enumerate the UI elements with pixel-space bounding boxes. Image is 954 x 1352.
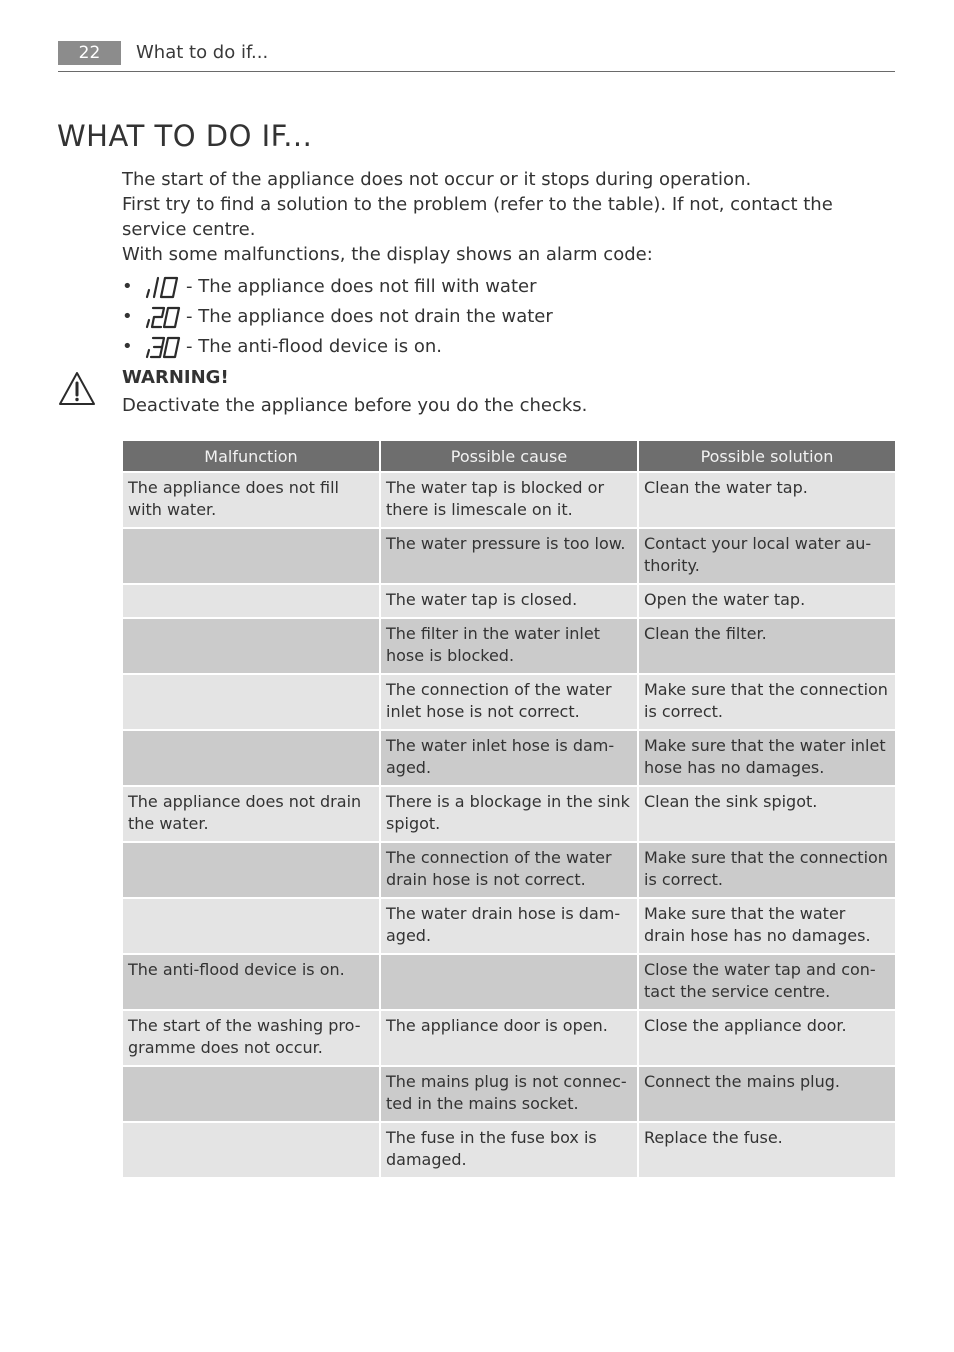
warning-text: Deactivate the appliance before you do the checks. xyxy=(122,395,588,416)
alarm-code-i20-icon xyxy=(144,304,182,330)
malfunction-cell: The appliance does not fill with water. xyxy=(123,473,379,527)
malfunction-cell xyxy=(123,1067,379,1121)
alarm-code-item xyxy=(122,302,553,332)
alarm-code-item xyxy=(122,272,553,302)
malfunction-cell xyxy=(123,529,379,583)
cause-cell: The fuse in the fuse box is damaged. xyxy=(381,1123,637,1177)
page-title: WHAT TO DO IF... xyxy=(57,119,313,154)
alarm-code-text: - The anti-flood device is on. xyxy=(186,336,443,357)
cause-cell: The water pressure is too low. xyxy=(381,529,637,583)
cause-cell: The connection of the water inlet hose is not correct. xyxy=(381,675,637,729)
alarm-code-text: - The appliance does not drain the water xyxy=(186,306,553,327)
solution-cell: Close the water tap and con-tact the service centre. xyxy=(639,955,895,1009)
table-row xyxy=(123,619,895,673)
header-possible-solution: Possible solution xyxy=(639,441,895,471)
malfunction-cell: The appliance does not drain the water. xyxy=(123,787,379,841)
solution-cell: Make sure that the connection is correct. xyxy=(639,843,895,897)
cause-cell: There is a blockage in the sink spigot. xyxy=(381,787,637,841)
warning-triangle-icon xyxy=(57,370,97,408)
cause-cell xyxy=(381,955,637,1009)
table-row xyxy=(123,1011,895,1065)
intro-line-2: First try to find a solution to the problem (refer to the table). If not, contact the service centre. xyxy=(122,194,833,240)
solution-cell: Clean the water tap. xyxy=(639,473,895,527)
solution-cell: Close the appliance door. xyxy=(639,1011,895,1065)
intro-text xyxy=(122,167,882,267)
alarm-code-text: - The appliance does not fill with water xyxy=(186,276,537,297)
header-possible-cause: Possible cause xyxy=(381,441,637,471)
alarm-code-i30-icon xyxy=(144,334,182,360)
malfunction-cell xyxy=(123,899,379,953)
table-row xyxy=(123,787,895,841)
solution-cell: Clean the filter. xyxy=(639,619,895,673)
bullet: • xyxy=(122,336,133,357)
malfunction-cell: The start of the washing pro-gramme does not occur. xyxy=(123,1011,379,1065)
intro-line-3: With some malfunctions, the display shows an alarm code: xyxy=(122,244,653,265)
malfunction-cell xyxy=(123,675,379,729)
section-name: What to do if... xyxy=(136,42,269,63)
intro-line-1: The start of the appliance does not occur or it stops during operation. xyxy=(122,169,752,190)
table-row xyxy=(123,529,895,583)
alarm-code-list xyxy=(122,272,553,362)
page-number: 22 xyxy=(58,41,121,65)
malfunction-cell xyxy=(123,585,379,617)
table-row xyxy=(123,473,895,527)
cause-cell: The water inlet hose is dam-aged. xyxy=(381,731,637,785)
malfunction-cell xyxy=(123,619,379,673)
warning-title: WARNING! xyxy=(122,367,229,388)
solution-cell: Make sure that the water inlet hose has no damages. xyxy=(639,731,895,785)
malfunction-cell xyxy=(123,843,379,897)
malfunction-cell xyxy=(123,731,379,785)
bullet: • xyxy=(122,276,133,297)
page-header xyxy=(58,40,895,72)
solution-cell: Make sure that the water drain hose has no damages. xyxy=(639,899,895,953)
bullet: • xyxy=(122,306,133,327)
cause-cell: The water tap is closed. xyxy=(381,585,637,617)
solution-cell: Make sure that the connection is correct. xyxy=(639,675,895,729)
malfunction-cell: The anti-flood device is on. xyxy=(123,955,379,1009)
alarm-code-item xyxy=(122,332,553,362)
malfunction-cell xyxy=(123,1123,379,1177)
troubleshooting-table xyxy=(121,439,897,1179)
cause-cell: The connection of the water drain hose is not correct. xyxy=(381,843,637,897)
table-row xyxy=(123,899,895,953)
cause-cell: The water tap is blocked or there is limescale on it. xyxy=(381,473,637,527)
solution-cell: Contact your local water au-thority. xyxy=(639,529,895,583)
cause-cell: The appliance door is open. xyxy=(381,1011,637,1065)
table-row xyxy=(123,675,895,729)
cause-cell: The mains plug is not connec-ted in the mains socket. xyxy=(381,1067,637,1121)
table-header-row xyxy=(123,441,895,471)
cause-cell: The water drain hose is dam-aged. xyxy=(381,899,637,953)
solution-cell: Connect the mains plug. xyxy=(639,1067,895,1121)
table-row xyxy=(123,585,895,617)
alarm-code-i10-icon xyxy=(144,274,182,300)
table-row xyxy=(123,1123,895,1177)
table-row xyxy=(123,731,895,785)
table-row xyxy=(123,1067,895,1121)
table-row xyxy=(123,843,895,897)
solution-cell: Replace the fuse. xyxy=(639,1123,895,1177)
header-malfunction: Malfunction xyxy=(123,441,379,471)
solution-cell: Open the water tap. xyxy=(639,585,895,617)
table-row xyxy=(123,955,895,1009)
solution-cell: Clean the sink spigot. xyxy=(639,787,895,841)
cause-cell: The filter in the water inlet hose is blocked. xyxy=(381,619,637,673)
